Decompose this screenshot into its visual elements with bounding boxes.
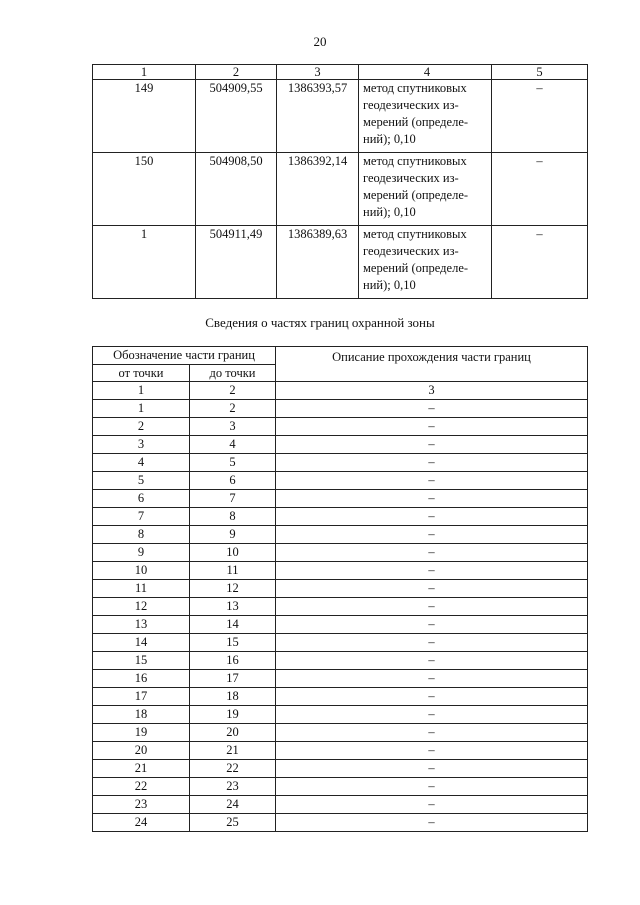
table-row [93, 436, 588, 454]
table-row [93, 760, 588, 778]
to-point-cell: 6 [190, 472, 276, 490]
to-point-cell: 18 [190, 688, 276, 706]
table-row [93, 616, 588, 634]
from-point-cell: 4 [93, 454, 190, 472]
from-point-cell: 11 [93, 580, 190, 598]
coordinates-row [93, 226, 588, 299]
section-title: Сведения о частях границ охранной зоны [205, 315, 435, 330]
method-line: метод спутниковых [363, 227, 467, 241]
to-point-cell: 9 [190, 526, 276, 544]
description-cell: – [276, 670, 588, 688]
from-point-cell: 21 [93, 760, 190, 778]
coordinates-row [93, 80, 588, 153]
parts-header-row [93, 347, 588, 365]
description-cell: – [276, 688, 588, 706]
description-cell: – [276, 760, 588, 778]
y-coordinate: 1386393,57 [277, 80, 359, 153]
description-cell: – [276, 526, 588, 544]
method-line: геодезических из- [363, 98, 459, 112]
from-point-cell: 19 [93, 724, 190, 742]
from-point-cell: 12 [93, 598, 190, 616]
coordinates-header-cell: 4 [359, 65, 492, 80]
from-point-cell: 8 [93, 526, 190, 544]
coordinates-table [92, 64, 588, 299]
from-point-cell: 13 [93, 616, 190, 634]
parts-body [93, 382, 588, 832]
from-point-cell: 10 [93, 562, 190, 580]
to-point-cell: 11 [190, 562, 276, 580]
to-point-cell: 8 [190, 508, 276, 526]
description-cell: – [276, 742, 588, 760]
y-coordinate: 1386392,14 [277, 153, 359, 226]
table-row [93, 598, 588, 616]
description-cell: – [276, 418, 588, 436]
point-number: 150 [93, 153, 196, 226]
from-point-cell: 5 [93, 472, 190, 490]
description-cell: – [276, 490, 588, 508]
method-line: ний); 0,10 [363, 205, 416, 219]
to-point-cell: 23 [190, 778, 276, 796]
to-point-cell: 22 [190, 760, 276, 778]
description-cell: – [276, 436, 588, 454]
description-cell: – [276, 706, 588, 724]
to-point-cell: 14 [190, 616, 276, 634]
table-row [93, 778, 588, 796]
method-cell [359, 226, 492, 299]
table-row [93, 634, 588, 652]
description-cell: – [276, 598, 588, 616]
method-line: ний); 0,10 [363, 278, 416, 292]
to-point-cell: 13 [190, 598, 276, 616]
coordinates-header-cell: 3 [277, 65, 359, 80]
from-point-cell: 22 [93, 778, 190, 796]
x-coordinate: 504909,55 [196, 80, 277, 153]
description-header: Описание прохождения части границ [276, 347, 588, 382]
extra-cell: – [492, 226, 588, 299]
table-row [93, 742, 588, 760]
from-point-cell: 2 [93, 418, 190, 436]
description-cell: – [276, 472, 588, 490]
to-point-cell: 2 [190, 400, 276, 418]
description-cell: – [276, 454, 588, 472]
from-point-cell: 24 [93, 814, 190, 832]
method-cell [359, 153, 492, 226]
description-cell: – [276, 778, 588, 796]
table-row [93, 418, 588, 436]
to-point-cell: 4 [190, 436, 276, 454]
from-point-cell: 23 [93, 796, 190, 814]
table-row [93, 670, 588, 688]
table-row [93, 490, 588, 508]
table-row [93, 688, 588, 706]
table-row [93, 652, 588, 670]
method-line: мерений (определе- [363, 188, 469, 202]
table-row [93, 724, 588, 742]
x-coordinate: 504911,49 [196, 226, 277, 299]
point-number: 1 [93, 226, 196, 299]
to-point-cell: 12 [190, 580, 276, 598]
to-point-cell: 21 [190, 742, 276, 760]
coordinates-row [93, 153, 588, 226]
numbering-row [93, 382, 588, 400]
to-point-cell: 7 [190, 490, 276, 508]
description-cell: – [276, 508, 588, 526]
to-point-cell: 3 [190, 418, 276, 436]
table-row [93, 508, 588, 526]
method-line: ний); 0,10 [363, 132, 416, 146]
method-line: метод спутниковых [363, 81, 467, 95]
description-cell: – [276, 544, 588, 562]
to-point-cell: 25 [190, 814, 276, 832]
from-point-cell: 17 [93, 688, 190, 706]
from-point-cell: 9 [93, 544, 190, 562]
x-coordinate: 504908,50 [196, 153, 277, 226]
table-row [93, 580, 588, 598]
from-point-header: от точки [93, 365, 190, 382]
from-point-cell: 7 [93, 508, 190, 526]
method-line: геодезических из- [363, 244, 459, 258]
from-point-cell: 16 [93, 670, 190, 688]
to-point-cell: 24 [190, 796, 276, 814]
boundary-parts-table [92, 346, 588, 832]
from-point-cell: 3 [93, 436, 190, 454]
method-line: метод спутниковых [363, 154, 467, 168]
y-coordinate: 1386389,63 [277, 226, 359, 299]
to-point-cell: 16 [190, 652, 276, 670]
description-cell: – [276, 562, 588, 580]
from-point-cell: 1 [93, 400, 190, 418]
description-cell: – [276, 796, 588, 814]
extra-cell: – [492, 80, 588, 153]
table-row [93, 454, 588, 472]
numbering-cell: 1 [93, 382, 190, 400]
description-cell: – [276, 616, 588, 634]
method-line: мерений (определе- [363, 115, 469, 129]
method-line: мерений (определе- [363, 261, 469, 275]
description-cell: – [276, 400, 588, 418]
table-row [93, 706, 588, 724]
table-row [93, 814, 588, 832]
to-point-cell: 17 [190, 670, 276, 688]
coordinates-header-cell: 1 [93, 65, 196, 80]
description-cell: – [276, 580, 588, 598]
from-point-cell: 14 [93, 634, 190, 652]
description-cell: – [276, 652, 588, 670]
table-row [93, 400, 588, 418]
table-row [93, 472, 588, 490]
from-point-cell: 18 [93, 706, 190, 724]
from-point-cell: 15 [93, 652, 190, 670]
to-point-cell: 5 [190, 454, 276, 472]
to-point-header: до точки [190, 365, 276, 382]
numbering-cell: 2 [190, 382, 276, 400]
numbering-cell: 3 [276, 382, 588, 400]
table-row [93, 796, 588, 814]
description-cell: – [276, 634, 588, 652]
from-point-cell: 6 [93, 490, 190, 508]
coordinates-header-cell: 2 [196, 65, 277, 80]
boundary-designation-header: Обозначение части границ [93, 347, 276, 365]
to-point-cell: 20 [190, 724, 276, 742]
coordinates-header-row [93, 65, 588, 80]
coordinates-header-cell: 5 [492, 65, 588, 80]
to-point-cell: 15 [190, 634, 276, 652]
point-number: 149 [93, 80, 196, 153]
table-row [93, 526, 588, 544]
to-point-cell: 10 [190, 544, 276, 562]
from-point-cell: 20 [93, 742, 190, 760]
method-cell [359, 80, 492, 153]
page-number: 20 [313, 34, 327, 49]
to-point-cell: 19 [190, 706, 276, 724]
table-row [93, 562, 588, 580]
table-row [93, 544, 588, 562]
extra-cell: – [492, 153, 588, 226]
method-line: геодезических из- [363, 171, 459, 185]
description-cell: – [276, 814, 588, 832]
description-cell: – [276, 724, 588, 742]
